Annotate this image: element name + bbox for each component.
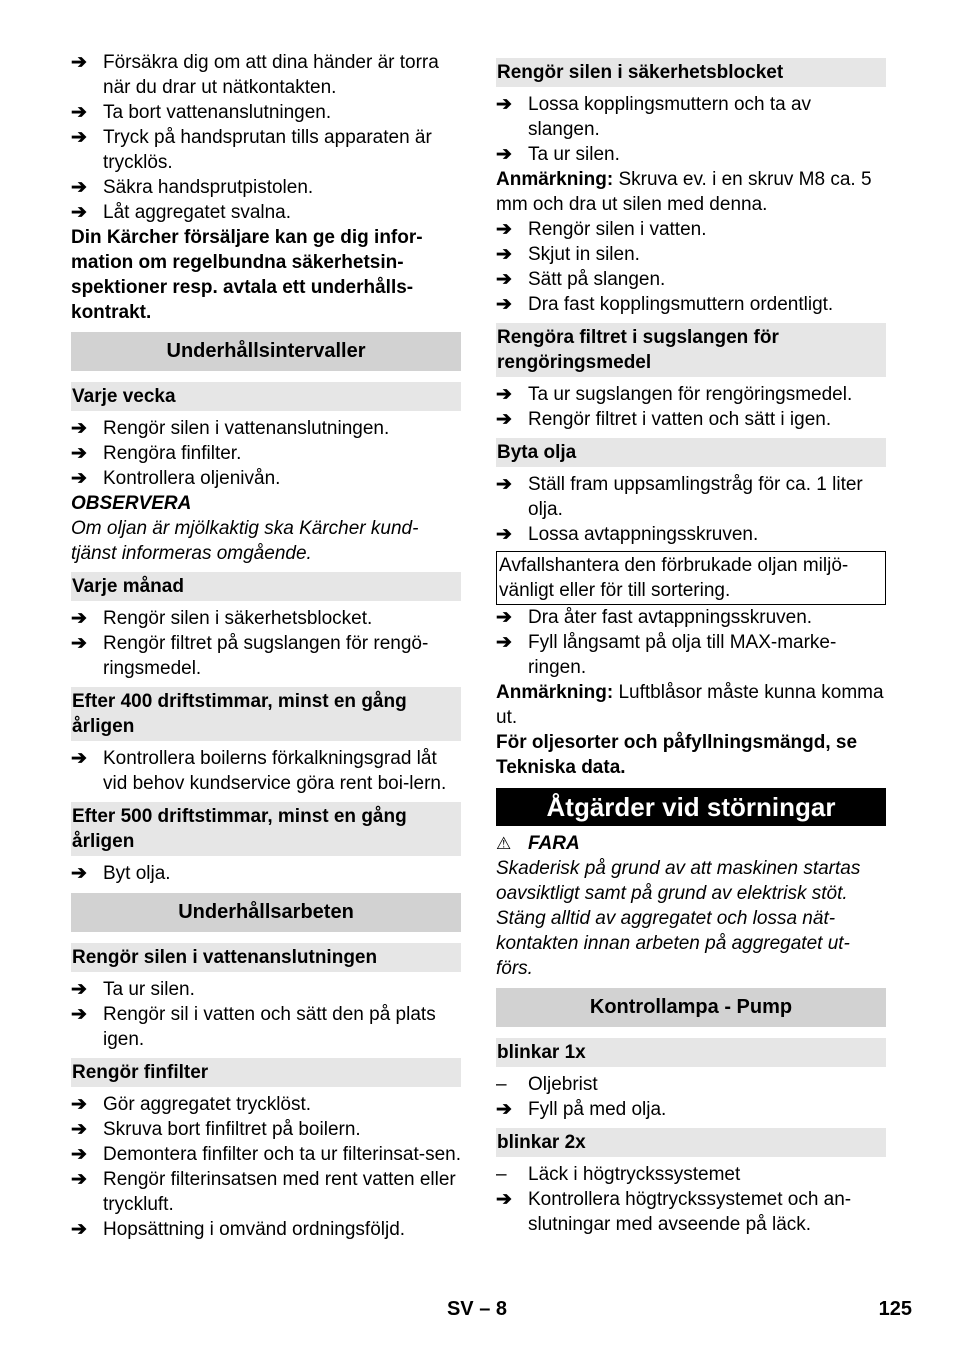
arrow-icon: ➔ <box>71 418 87 439</box>
list-item-text: Byt olja. <box>103 863 171 884</box>
list-item <box>71 200 461 225</box>
arrow-icon: ➔ <box>496 1189 512 1210</box>
list-item-text: Rengör filtret i vatten och sätt i igen. <box>528 409 832 430</box>
left-column <box>71 50 461 1242</box>
list-item-text: Rengör silen i vattenanslutningen. <box>103 418 390 439</box>
remark-label: Anmärkning: <box>496 169 614 190</box>
dash-icon: – <box>496 1164 507 1185</box>
subheading-clean-fine-filter: Rengör finfilter <box>71 1058 461 1087</box>
list-item <box>496 1097 886 1122</box>
list-item-text: Rengör silen i säkerhetsblocket. <box>103 608 373 629</box>
danger-heading <box>496 831 886 856</box>
arrow-icon: ➔ <box>71 52 87 73</box>
list-item <box>71 606 461 631</box>
arrow-icon: ➔ <box>496 409 512 430</box>
section-heading-maintenance-work: Underhållsarbeten <box>71 893 461 932</box>
arrow-icon: ➔ <box>496 632 512 653</box>
list-item-text: Rengör filtret på sugslangen för rengö-ringsmedel. <box>103 633 429 679</box>
list-item <box>496 407 886 432</box>
list-item-text: Skruva bort finfiltret på boilern. <box>103 1119 361 1140</box>
list-item <box>71 1142 461 1167</box>
list-item-text: Kontrollera högtryckssystemet och an-slutningar med avseende på läck. <box>528 1189 852 1235</box>
list-item <box>496 142 886 167</box>
arrow-icon: ➔ <box>71 1119 87 1140</box>
subheading-clean-safety-block-strainer: Rengör silen i säkerhetsblocket <box>496 58 886 87</box>
arrow-icon: ➔ <box>71 1169 87 1190</box>
list-item <box>71 1002 461 1052</box>
page-number: 125 <box>878 1298 912 1320</box>
arrow-icon: ➔ <box>496 144 512 165</box>
arrow-icon: ➔ <box>71 633 87 654</box>
arrow-icon: ➔ <box>496 244 512 265</box>
warning-icon: ⚠ <box>496 834 512 853</box>
list-item <box>496 1162 886 1187</box>
subheading-blink-1x: blinkar 1x <box>496 1038 886 1067</box>
section-heading-pump-lamp: Kontrollampa - Pump <box>496 988 886 1027</box>
list-item-text: Försäkra dig om att dina händer är torra när du drar ut nätkontakten. <box>103 52 439 98</box>
list-item <box>71 100 461 125</box>
arrow-icon: ➔ <box>71 1144 87 1165</box>
list-item <box>71 1217 461 1242</box>
list-item-text: Ta bort vattenanslutningen. <box>103 102 332 123</box>
dash-icon: – <box>496 1074 507 1095</box>
list-item <box>496 92 886 142</box>
subheading-500-hours: Efter 500 driftstimmar, minst en gång årligen <box>71 802 461 856</box>
arrow-icon: ➔ <box>71 1094 87 1115</box>
subheading-blink-2x: blinkar 2x <box>496 1128 886 1157</box>
list-item <box>496 217 886 242</box>
list-item <box>496 605 886 630</box>
arrow-icon: ➔ <box>496 294 512 315</box>
list-item <box>71 1117 461 1142</box>
note-title: OBSERVERA <box>71 493 192 514</box>
list-item <box>71 175 461 200</box>
arrow-icon: ➔ <box>71 608 87 629</box>
list-item <box>496 472 886 522</box>
right-column <box>496 58 886 1237</box>
subheading-weekly: Varje vecka <box>71 382 461 411</box>
list-item-text: Rengör sil i vatten och sätt den på plats igen. <box>103 1004 436 1050</box>
list-item <box>71 125 461 175</box>
list-item-text: Oljebrist <box>528 1074 598 1095</box>
list-item-text: Rengör silen i vatten. <box>528 219 707 240</box>
subheading-clean-suction-filter: Rengöra filtret i sugslangen för rengöringsmedel <box>496 323 886 377</box>
list-item-text: Hopsättning i omvänd ordningsföljd. <box>103 1219 406 1240</box>
section-heading-maintenance-intervals: Underhållsintervaller <box>71 332 461 371</box>
arrow-icon: ➔ <box>496 1099 512 1120</box>
list-item <box>496 522 886 547</box>
list-item <box>71 1092 461 1117</box>
arrow-icon: ➔ <box>71 127 87 148</box>
danger-text: Skaderisk på grund av att maskinen startas oavsiktligt samt på grund av elektrisk stöt. Stäng alltid av aggregatet och lossa nät-kontakten innan arbeten på aggregatet ut-förs. <box>496 858 861 979</box>
list-item <box>71 466 461 491</box>
arrow-icon: ➔ <box>71 202 87 223</box>
list-item-text: Lossa kopplingsmuttern och ta av slangen. <box>528 94 812 140</box>
section-heading-troubleshooting: Åtgärder vid störningar <box>496 788 886 826</box>
list-item-text: Dra fast kopplingsmuttern ordentligt. <box>528 294 834 315</box>
arrow-icon: ➔ <box>71 1004 87 1025</box>
remark-text: Skruva ev. i en skruv M8 ca. 5 mm och dra ut silen med denna. <box>496 169 872 215</box>
list-item-text: Sätt på slangen. <box>528 269 666 290</box>
list-item-text: Ta ur silen. <box>528 144 620 165</box>
list-item <box>71 441 461 466</box>
arrow-icon: ➔ <box>71 102 87 123</box>
arrow-icon: ➔ <box>71 468 87 489</box>
arrow-icon: ➔ <box>496 269 512 290</box>
list-item <box>496 1187 886 1237</box>
arrow-icon: ➔ <box>71 979 87 1000</box>
list-item <box>71 1167 461 1217</box>
arrow-icon: ➔ <box>71 1219 87 1240</box>
list-item-text: Skjut in silen. <box>528 244 640 265</box>
arrow-icon: ➔ <box>71 177 87 198</box>
arrow-icon: ➔ <box>71 863 87 884</box>
footer-section-label: SV – 8 <box>446 1298 508 1320</box>
remark-label: Anmärkning: <box>496 682 614 703</box>
list-item-text: Ta ur silen. <box>103 979 195 1000</box>
list-item <box>496 292 886 317</box>
intro-list <box>71 50 461 225</box>
remark-text: Luftblåsor måste kunna komma ut. <box>496 682 884 728</box>
arrow-icon: ➔ <box>496 384 512 405</box>
list-item <box>71 977 461 1002</box>
subheading-clean-water-strainer: Rengör silen i vattenanslutningen <box>71 943 461 972</box>
danger-label: FARA <box>528 833 580 854</box>
arrow-icon: ➔ <box>496 219 512 240</box>
list-item-text: Rengör filterinsatsen med rent vatten eller tryckluft. <box>103 1169 456 1215</box>
note-text: Om oljan är mjölkaktig ska Kärcher kund-tjänst informeras omgående. <box>71 518 419 564</box>
list-item-text: Ställ fram uppsamlingstråg för ca. 1 liter olja. <box>528 474 863 520</box>
list-item-text: Fyll långsamt på olja till MAX-marke-ringen. <box>528 632 837 678</box>
subheading-change-oil: Byta olja <box>496 438 886 467</box>
oil-remark <box>496 680 886 730</box>
list-item <box>71 631 461 681</box>
arrow-icon: ➔ <box>71 443 87 464</box>
list-item <box>496 242 886 267</box>
list-item-text: Låt aggregatet svalna. <box>103 202 292 223</box>
environment-note-box: Avfallshantera den förbrukade oljan miljö-vänligt eller för till sortering. <box>496 551 886 605</box>
list-item-text: Kontrollera oljenivån. <box>103 468 281 489</box>
list-item <box>496 267 886 292</box>
subheading-monthly: Varje månad <box>71 572 461 601</box>
list-item-text: Fyll på med olja. <box>528 1099 667 1120</box>
list-item <box>71 50 461 100</box>
list-item-text: Lossa avtappningsskruven. <box>528 524 759 545</box>
arrow-icon: ➔ <box>496 607 512 628</box>
list-item-text: Läck i högtryckssystemet <box>528 1164 741 1185</box>
arrow-icon: ➔ <box>496 94 512 115</box>
subheading-400-hours: Efter 400 driftstimmar, minst en gång årligen <box>71 687 461 741</box>
list-item-text: Demontera finfilter och ta ur filterinsat-sen. <box>103 1144 461 1165</box>
list-item-text: Tryck på handsprutan tills apparaten är trycklös. <box>103 127 432 173</box>
arrow-icon: ➔ <box>496 474 512 495</box>
arrow-icon: ➔ <box>496 524 512 545</box>
list-item-text: Dra åter fast avtappningsskruven. <box>528 607 813 628</box>
service-contract-note: Din Kärcher försäljare kan ge dig infor-mation om regelbundna säkerhetsin-spektioner resp. avtala ett underhålls-kontrakt. <box>71 227 423 323</box>
list-item-text: Kontrollera boilerns förkalkningsgrad låt vid behov kundservice göra rent boi-lern. <box>103 748 447 794</box>
oil-reference-note: För oljesorter och påfyllningsmängd, se Tekniska data. <box>496 732 858 778</box>
remark <box>496 167 886 217</box>
list-item-text: Ta ur sugslangen för rengöringsmedel. <box>528 384 853 405</box>
list-item <box>496 1072 886 1097</box>
list-item <box>71 861 461 886</box>
list-item <box>71 746 461 796</box>
list-item <box>496 630 886 680</box>
list-item-text: Rengöra finfilter. <box>103 443 242 464</box>
list-item <box>71 416 461 441</box>
list-item <box>496 382 886 407</box>
list-item-text: Gör aggregatet trycklöst. <box>103 1094 312 1115</box>
arrow-icon: ➔ <box>71 748 87 769</box>
list-item-text: Säkra handsprutpistolen. <box>103 177 314 198</box>
